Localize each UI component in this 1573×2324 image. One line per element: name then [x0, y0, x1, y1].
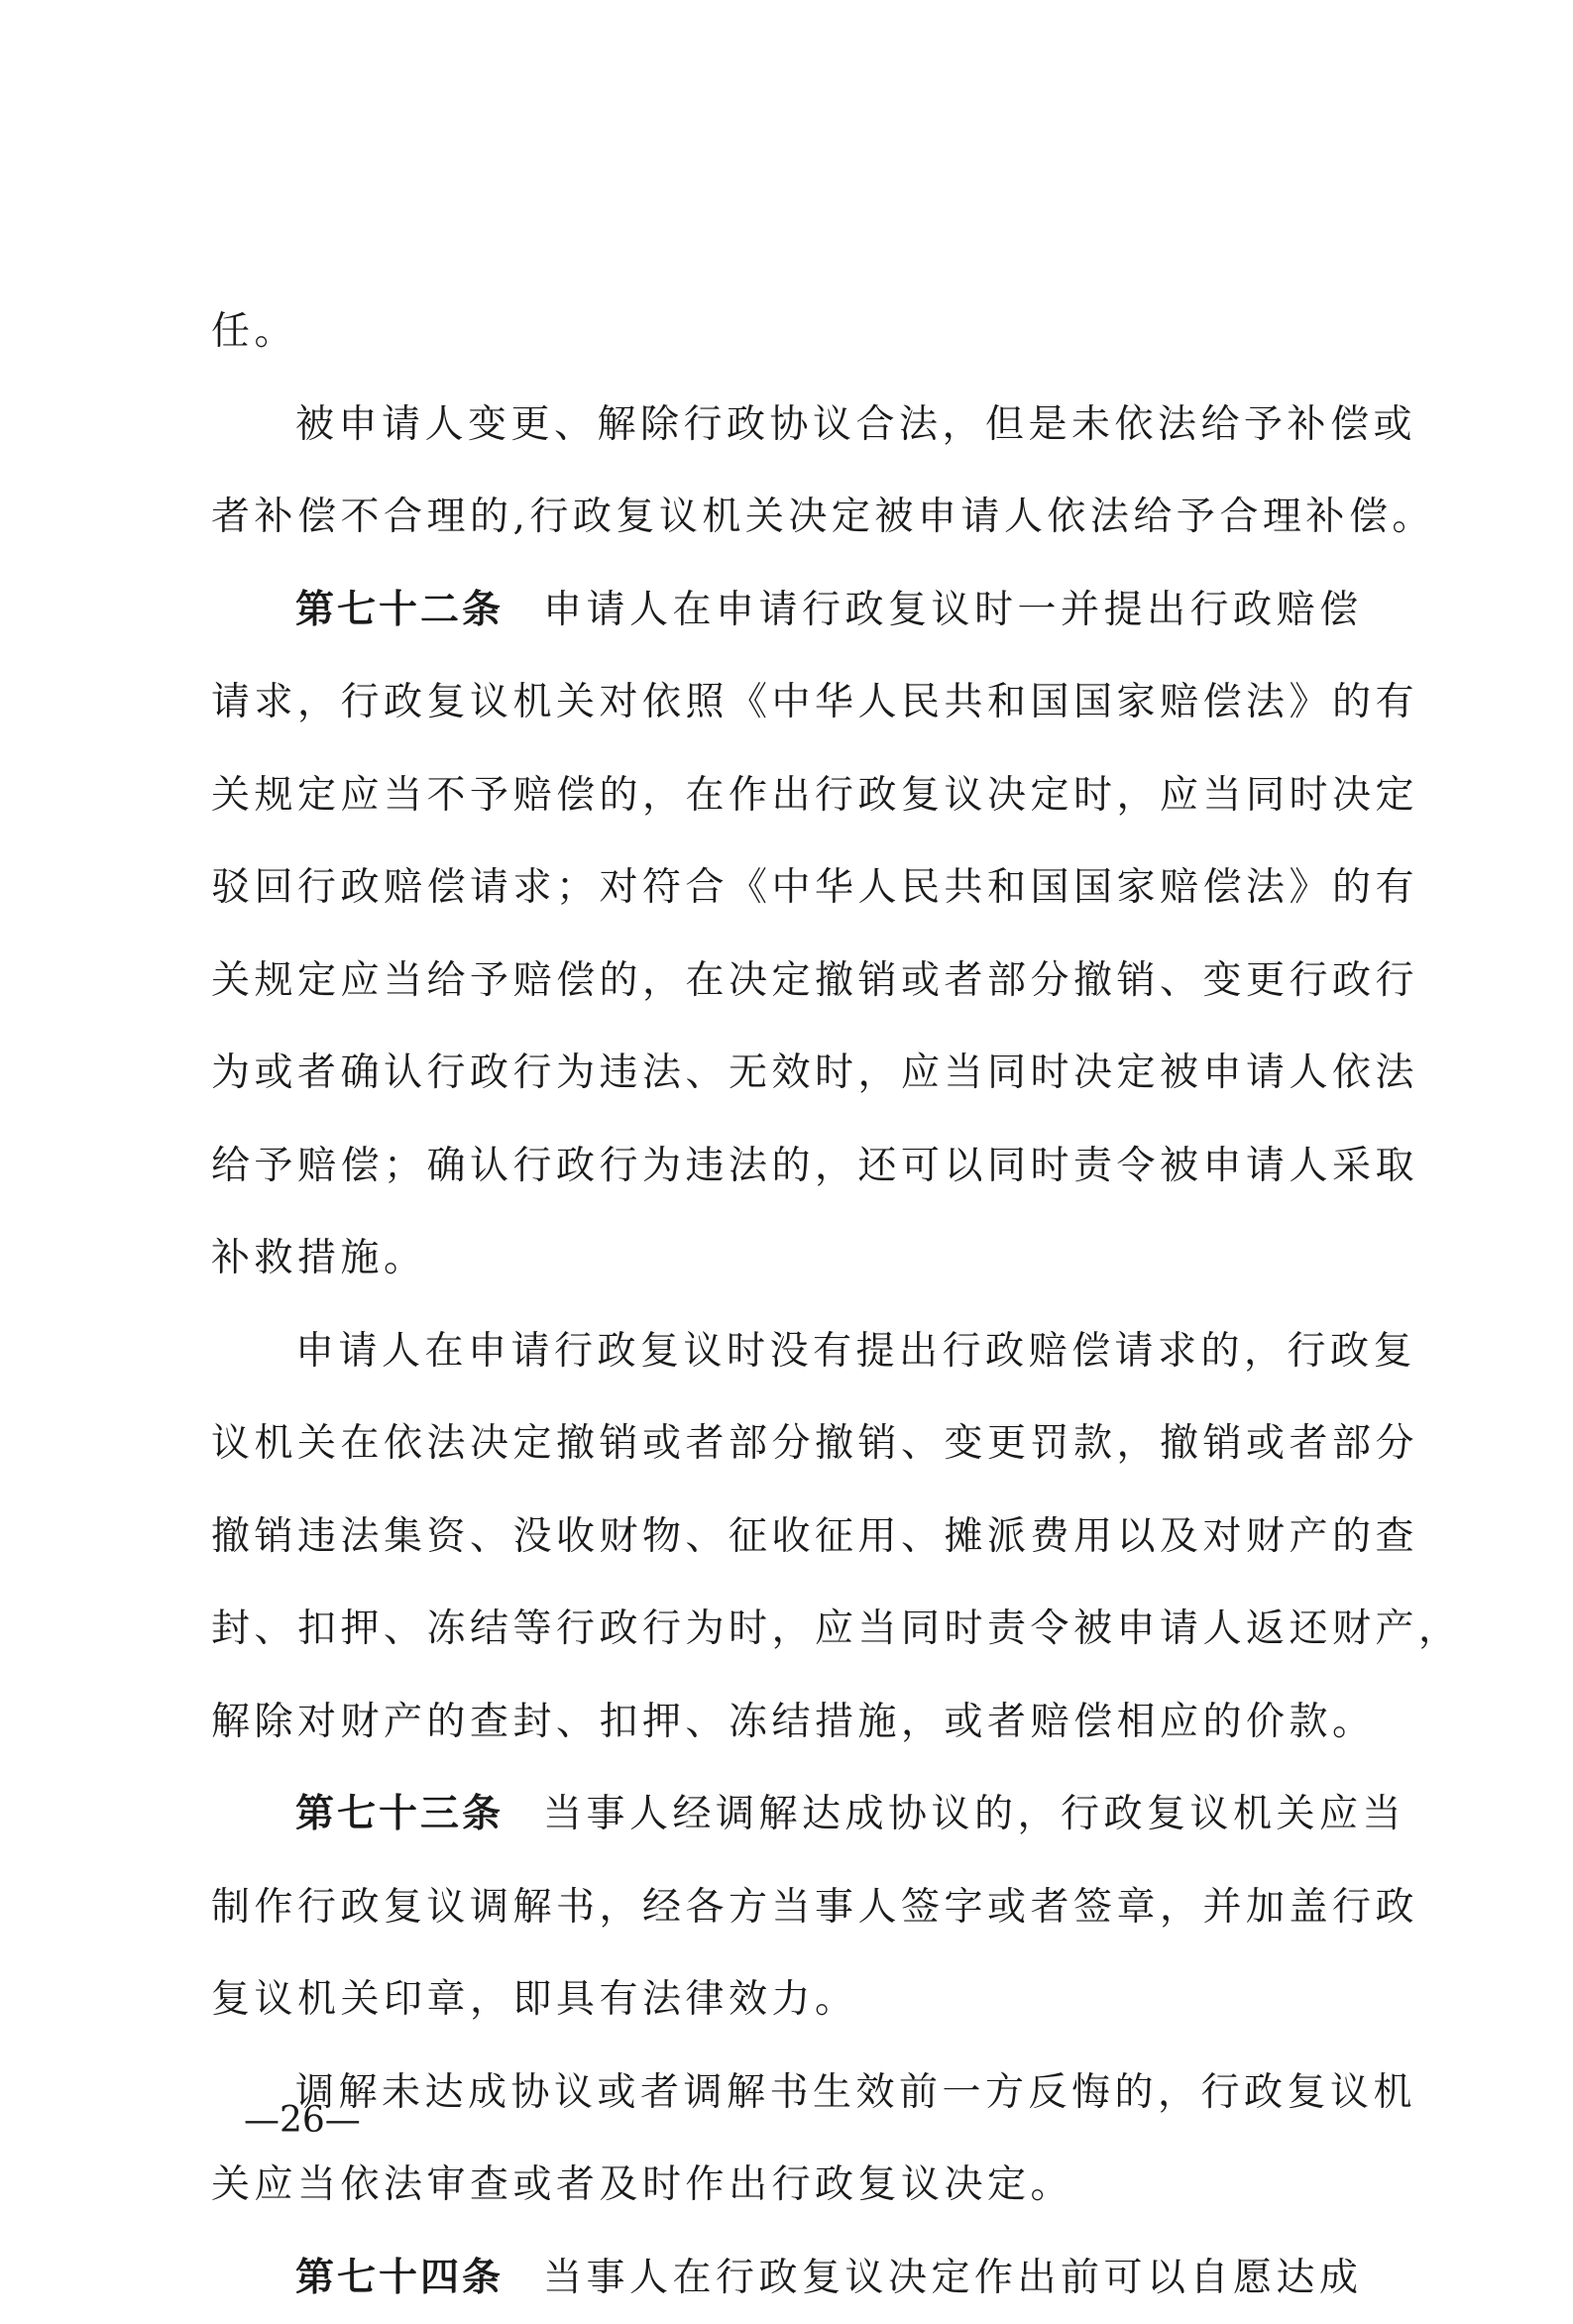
- document-body: [211, 285, 1369, 2324]
- article-72-first-line: [211, 564, 1369, 657]
- text-line: 关规定应当不予赔偿的，在作出行政复议决定时，应当同时决定: [211, 749, 1369, 842]
- text-line: 撤销违法集资、没收财物、征收征用、摊派费用以及对财产的查: [211, 1491, 1369, 1584]
- text-line: 制作行政复议调解书，经各方当事人签字或者签章，并加盖行政: [211, 1861, 1369, 1954]
- article-heading: 第七十三条: [295, 1792, 504, 1836]
- text-line: 复议机关印章，即具有法律效力。: [211, 1953, 1369, 2047]
- article-text: 当事人经调解达成协议的，行政复议机关应当: [543, 1792, 1405, 1836]
- article-text: 申请人在申请行政复议时一并提出行政赔偿: [543, 588, 1363, 632]
- text-line: 者补偿不合理的,行政复议机关决定被申请人依法给予合理补偿。: [211, 471, 1369, 564]
- text-line: 驳回行政赔偿请求；对符合《中华人民共和国国家赔偿法》的有: [211, 841, 1369, 935]
- page-number: —26—: [244, 2101, 361, 2141]
- article-73-first-line: [211, 1768, 1369, 1861]
- text-line: 为或者确认行政行为违法、无效时，应当同时决定被申请人依法: [211, 1027, 1369, 1120]
- text-line: 被申请人变更、解除行政协议合法，但是未依法给予补偿或: [211, 379, 1369, 472]
- text-line: 请求，行政复议机关对依照《中华人民共和国国家赔偿法》的有: [211, 656, 1369, 749]
- text-line: 封、扣押、冻结等行政行为时，应当同时责令被申请人返还财产，: [211, 1583, 1369, 1676]
- text-line: 申请人在申请行政复议时没有提出行政赔偿请求的，行政复: [211, 1305, 1369, 1398]
- article-heading: 第七十二条: [295, 588, 504, 632]
- article-74-first-line: [211, 2232, 1369, 2324]
- text-line: 议机关在依法决定撤销或者部分撤销、变更罚款，撤销或者部分: [211, 1397, 1369, 1491]
- text-line: 补救措施。: [211, 1212, 1369, 1305]
- text-line: 给予赔偿；确认行政行为违法的，还可以同时责令被申请人采取: [211, 1120, 1369, 1213]
- text-line: 关应当依法审查或者及时作出行政复议决定。: [211, 2139, 1369, 2232]
- text-line: 任。: [211, 285, 1369, 379]
- text-line: 关规定应当给予赔偿的，在决定撤销或者部分撤销、变更行政行: [211, 935, 1369, 1028]
- article-text: 当事人在行政复议决定作出前可以自愿达成: [543, 2256, 1363, 2300]
- article-heading: 第七十四条: [295, 2256, 504, 2300]
- text-line: 调解未达成协议或者调解书生效前一方反悔的，行政复议机: [211, 2047, 1369, 2140]
- text-line: 解除对财产的查封、扣押、冻结措施，或者赔偿相应的价款。: [211, 1676, 1369, 1769]
